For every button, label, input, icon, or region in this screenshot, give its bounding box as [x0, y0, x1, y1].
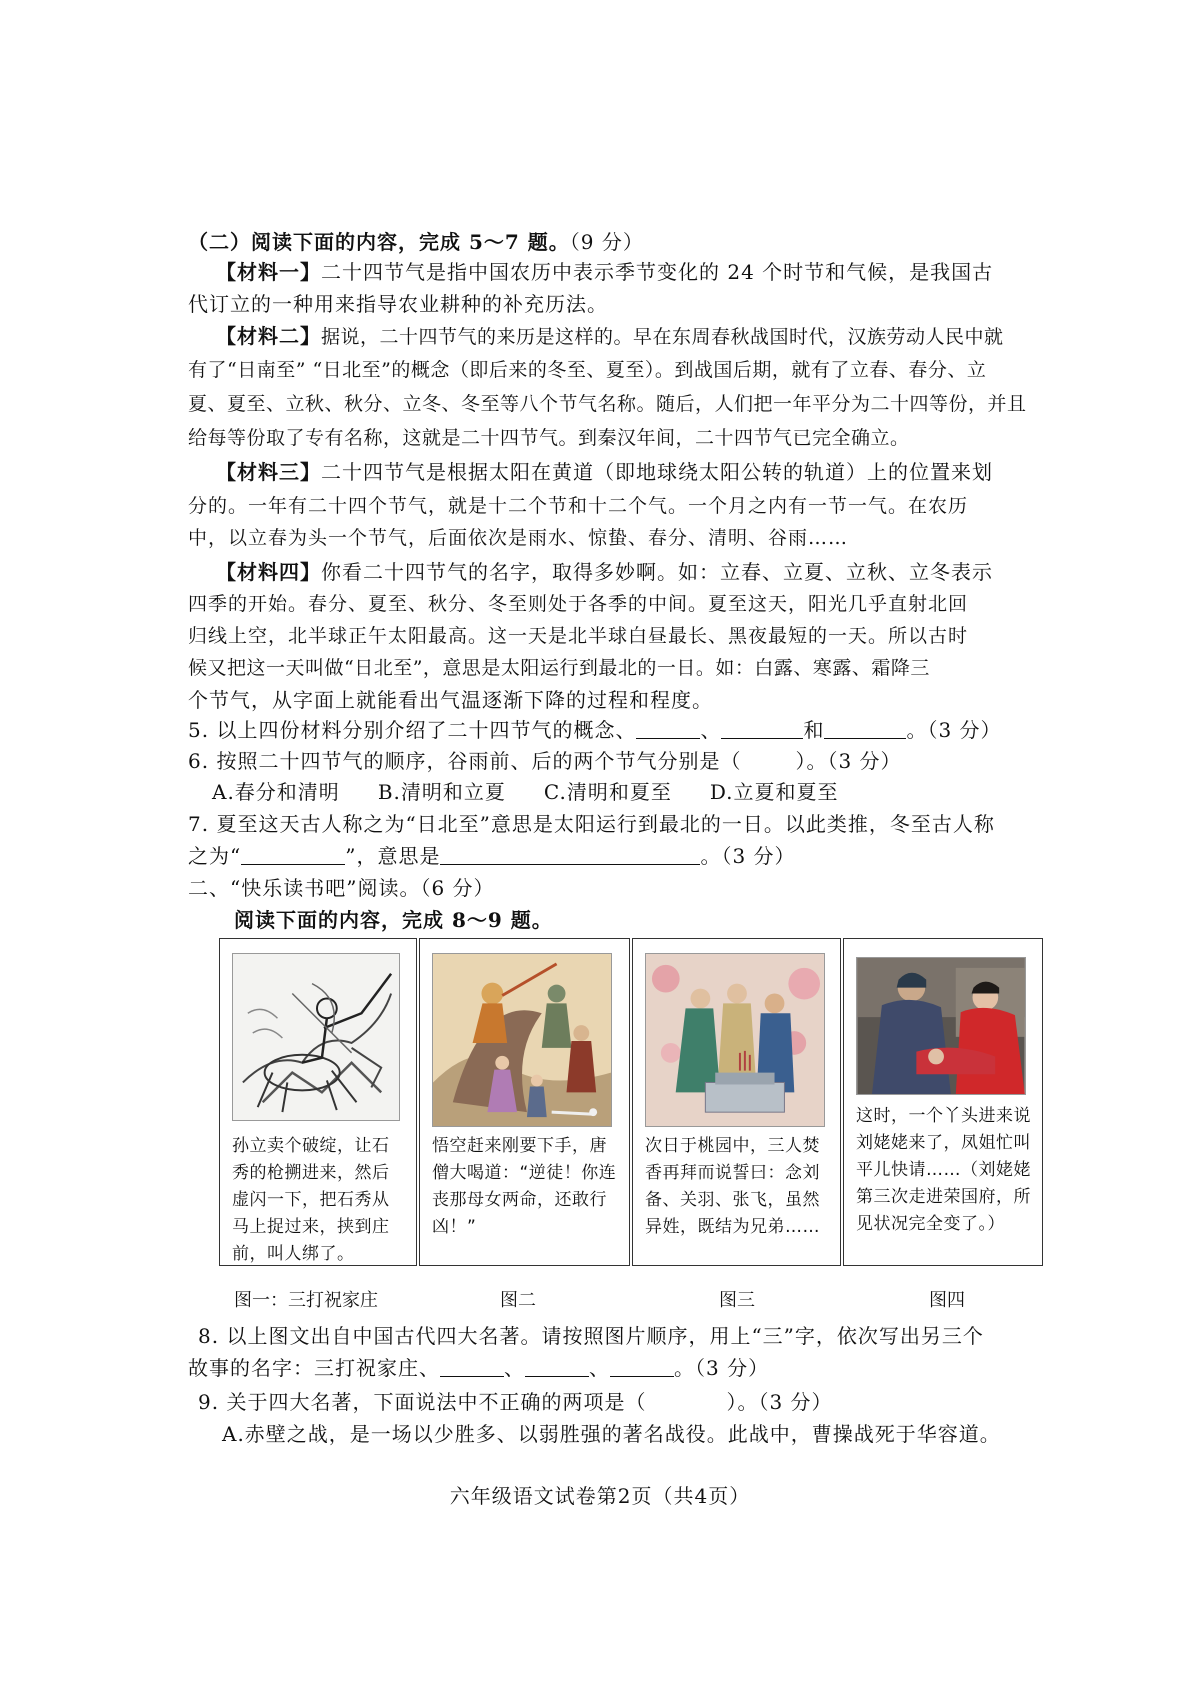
q7-text-b: ”，意思是: [345, 844, 441, 868]
material-1-tag: 【材料一】: [216, 260, 321, 284]
material-4-line-2: 四季的开始。春分、夏至、秋分、冬至则处于各季的中间。夏至这天，阳光几乎直射北回: [188, 593, 969, 615]
q8-blank-2[interactable]: [525, 1356, 589, 1377]
material-4-line-3: 归线上空，北半球正午太阳最高。这一天是北半球白昼最长、黑夜最短的一天。所以古时: [188, 625, 969, 647]
q8-blank-3[interactable]: [610, 1356, 674, 1377]
figure-panel-4: [843, 938, 1043, 1266]
figure-3-label: 图三: [719, 1290, 755, 1311]
question-7-line-2: [188, 842, 796, 870]
figure-1-caption: 孙立卖个破绽，让石秀的枪搠进来，然后虚闪一下，把石秀从马上捉过来，挟到庄前，叫人绑了。: [232, 1136, 390, 1264]
q6-text-a: 6. 按照二十四节气的顺序，谷雨前、后的两个节气分别是（: [188, 749, 742, 773]
q8-text-b: 、: [504, 1356, 525, 1380]
monkey-king-illustration-icon: [433, 954, 611, 1126]
figure-1-label: 图一：三打祝家庄: [234, 1290, 378, 1311]
q8-text-d: 。（3 分）: [674, 1356, 770, 1380]
q5-text-c: 和: [803, 718, 825, 742]
question-6: [188, 747, 902, 775]
figure-4-image: [856, 957, 1026, 1095]
part-2-heading: 二、“快乐读书吧”阅读。（6 分）: [188, 876, 495, 900]
q6-option-d: D.立夏和夏至: [709, 780, 839, 804]
material-2-text-1: 据说，二十四节气的来历是这样的。早在东周春秋战国时代，汉族劳动人民中就: [321, 326, 1004, 348]
material-4-tag: 【材料四】: [216, 560, 321, 584]
figure-4-caption: 这时，一个丫头进来说刘姥姥来了，凤姐忙叫平儿快请……（刘姥姥第三次走进荣国府，所见状况完全变了。）: [856, 1106, 1031, 1234]
q5-text-b: 、: [700, 718, 722, 742]
q8-text-c: 、: [589, 1356, 610, 1380]
question-5: [188, 716, 1002, 744]
figure-panel-3: [632, 938, 841, 1266]
q5-blank-2[interactable]: [721, 718, 803, 739]
material-2-line-3: 夏、夏至、立秋、秋分、立冬、冬至等八个节气名称。随后，人们把一年平分为二十四等份，并且: [188, 393, 1027, 415]
q6-options: [212, 778, 877, 806]
material-1-line-1: [216, 258, 993, 286]
q6-option-a: A.春分和清明: [212, 780, 340, 804]
question-7-line-1: 7. 夏至这天古人称之为“日北至”意思是太阳运行到最北的一日。以此类推，冬至古人称: [188, 812, 995, 836]
material-3-text-1: 二十四节气是根据太阳在黄道（即地球绕太阳公转的轨道）上的位置来划: [321, 460, 993, 484]
figure-panel-1: [219, 938, 417, 1266]
section-heading: [188, 228, 644, 256]
q9-text-b: ）。（3 分）: [726, 1390, 833, 1414]
q6-text-b: ）。（3 分）: [795, 749, 902, 773]
figure-2-image: [432, 953, 612, 1127]
figure-panel-2: [419, 938, 630, 1266]
figure-1-image: [232, 953, 400, 1121]
q5-text-d: 。（3 分）: [906, 718, 1002, 742]
material-4-line-4: 候又把这一天叫做“日北至”，意思是太阳运行到最北的一日。如：白露、寒露、霜降三: [188, 657, 930, 679]
q7-blank-2[interactable]: [440, 844, 700, 865]
question-8-line-2: [188, 1354, 769, 1382]
q9-text-a: 9. 关于四大名著，下面说法中不正确的两项是（: [198, 1390, 647, 1414]
material-2-line-2: 有了“日南至” “日北至”的概念（即后来的冬至、夏至）。到战国后期，就有了立春、春分、立: [188, 359, 987, 381]
q8-text-a: 故事的名字：三打祝家庄、: [188, 1356, 440, 1380]
figure-2-caption: 悟空赶来刚要下手，唐僧大喝道：“逆徒！你连丧那母女两命，还敢行凶！”: [432, 1136, 617, 1237]
section-heading-text: （二）阅读下面的内容，完成 5～7 题。: [188, 230, 570, 254]
material-3-tag: 【材料三】: [216, 460, 321, 484]
q7-blank-1[interactable]: [241, 844, 345, 865]
material-3-line-2: 分的。一年有二十四个节气，就是十二个节和十二个气。一个月之内有一节一气。在农历: [188, 495, 969, 517]
q5-blank-3[interactable]: [824, 718, 906, 739]
drama-still-photo-icon: [857, 958, 1025, 1094]
section-heading-score: （9 分）: [569, 230, 644, 254]
material-3-line-1: [216, 458, 993, 486]
page-footer: 六年级语文试卷第2页（共4页）: [449, 1484, 751, 1508]
material-2-tag: 【材料二】: [216, 324, 321, 348]
q6-option-b: B.清明和立夏: [377, 780, 506, 804]
material-3-line-3: 中，以立春为头一个节气，后面依次是雨水、惊蛰、春分、清明、谷雨……: [188, 527, 849, 549]
peach-garden-oath-illustration-icon: [646, 954, 824, 1126]
part-2-subheading: 阅读下面的内容，完成 8～9 题。: [234, 908, 553, 932]
figure-3-image: [645, 953, 825, 1127]
material-4-text-1: 你看二十四节气的名字，取得多妙啊。如：立春、立夏、立秋、立冬表示: [321, 560, 993, 584]
q7-text-a: 之为“: [188, 844, 242, 868]
q5-text-a: 5. 以上四份材料分别介绍了二十四节气的概念、: [188, 718, 637, 742]
material-4-line-1: [216, 558, 993, 586]
q8-blank-1[interactable]: [440, 1356, 504, 1377]
q9-option-a: A.赤壁之战，是一场以少胜多、以弱胜强的著名战役。此战中，曹操战死于华容道。: [222, 1422, 1001, 1446]
question-8-line-1: 8. 以上图文出自中国古代四大名著。请按照图片顺序，用上“三”字，依次写出另三个: [198, 1324, 984, 1348]
material-4-line-5: 个节气，从字面上就能看出气温逐渐下降的过程和程度。: [188, 688, 713, 712]
figure-4-label: 图四: [929, 1290, 965, 1311]
material-2-line-1: [216, 322, 1004, 351]
material-2-line-4: 给每等份取了专有名称，这就是二十四节气。到秦汉年间，二十四节气已完全确立。: [188, 427, 910, 449]
figure-3-caption: 次日于桃园中，三人焚香再拜而说誓曰：念刘备、关羽、张飞，虽然异姓，既结为兄弟……: [645, 1136, 820, 1237]
figure-2-label: 图二: [500, 1290, 536, 1311]
question-9: [198, 1388, 833, 1416]
ink-sketch-horseback-warrior-icon: [233, 954, 399, 1120]
material-1-text-1: 二十四节气是指中国农历中表示季节变化的 24 个时节和气候，是我国古: [321, 260, 994, 284]
q5-blank-1[interactable]: [636, 718, 700, 739]
material-1-line-2: 代订立的一种用来指导农业耕种的补充历法。: [188, 292, 608, 316]
q7-text-c: 。（3 分）: [700, 844, 796, 868]
q6-option-c: C.清明和夏至: [543, 780, 672, 804]
